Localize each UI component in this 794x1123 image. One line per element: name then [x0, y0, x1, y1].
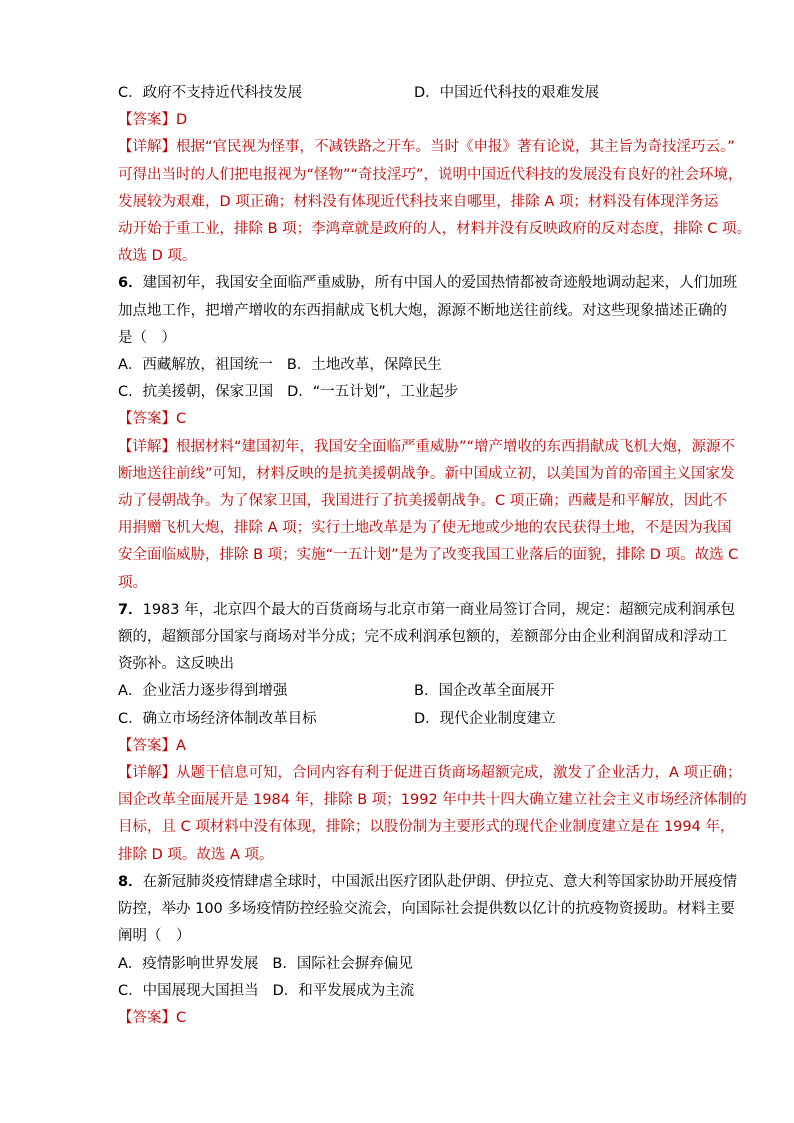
detail-tag: 【详解】	[118, 438, 176, 455]
stem-line: 是（ ）	[118, 329, 176, 346]
stem-line: 额的，超额部分国家与商场对半分成；完不成利润承包额的，差额部分由企业利润留成和浮动工	[118, 629, 727, 646]
q7-detail	[118, 760, 747, 869]
detail-line: 根据材料“建国初年，我国安全面临严重威胁”“增产增收的东西捐献成飞机大炮，源源不	[176, 438, 736, 455]
answer-value: D	[176, 112, 188, 129]
detail-line: 目标，且 C 项材料中没有体现，排除；以股份制为主要形式的现代企业制度建立是在 1994 年，	[118, 819, 735, 836]
stem-line: 防控，举办 100 多场疫情防控经验交流会，向国际社会提供数以亿计的抗疫物资援助。材料主要	[118, 901, 735, 918]
detail-line: 排除 D 项。故选 A 项。	[118, 846, 274, 863]
question-number: 8．	[118, 873, 143, 890]
detail-line: 用捐赠飞机大炮，排除 A 项；实行土地改革是为了使无地或少地的农民获得土地，不是因为我国	[118, 520, 732, 537]
q8-options-row-1	[118, 951, 710, 978]
q5-detail	[118, 134, 752, 270]
q7-option-d: D．现代企业制度建立	[414, 710, 556, 727]
q7-stem	[118, 597, 736, 679]
question-number: 6．	[118, 275, 143, 292]
q5-option-d: D．中国近代科技的艰难发展	[414, 85, 600, 101]
q8-stem	[118, 869, 738, 951]
q6-options-row-1	[118, 352, 710, 379]
q6-answer	[118, 406, 710, 433]
stem-line: 阐明（ ）	[118, 928, 191, 945]
detail-line: 根据“官民视为怪事，不减铁路之开车。当时《申报》著有论说，其主旨为奇技淫巧云。”	[176, 139, 735, 156]
q6-stem	[118, 270, 738, 352]
stem-line: 在新冠肺炎疫情肆虐全球时，中国派出医疗团队赴伊朗、伊拉克、意大利等国家协助开展疫情	[142, 873, 738, 890]
detail-line: 项。	[118, 574, 147, 591]
q8-option-a: A．疫情影响世界发展	[118, 955, 259, 972]
detail-line: 发展较为艰难，D 项正确；材料没有体现近代科技来自哪里，排除 A 项；材料没有体现洋务运	[118, 193, 719, 210]
q7-answer	[118, 733, 710, 760]
q7-option-c: C．确立市场经济体制改革目标	[118, 710, 317, 727]
q6-option-a: A．西藏解放，祖国统一	[118, 357, 273, 374]
answer-tag: 【答案】	[118, 737, 176, 754]
stem-line: 1983 年，北京四个最大的百货商场与北京市第一商业局签订合同，规定：超额完成利润承包	[142, 601, 736, 618]
stem-line: 加点地工作，把增产增收的东西捐献成飞机大炮，源源不断地送往前线。对这些现象描述正确的	[118, 302, 727, 319]
answer-tag: 【答案】	[118, 411, 176, 428]
detail-tag: 【详解】	[118, 139, 176, 156]
detail-tag: 【详解】	[118, 765, 176, 782]
q8-option-d: D．和平发展成为主流	[272, 982, 415, 999]
q5-option-c: C．政府不支持近代科技发展	[118, 85, 303, 101]
q5-answer	[118, 107, 710, 134]
detail-line: 故选 D 项。	[118, 248, 197, 265]
q8-option-c: C．中国展现大国担当	[118, 982, 259, 999]
q8-answer	[118, 1005, 710, 1032]
document-page	[118, 80, 752, 1032]
detail-line: 安全面临威胁，排除 B 项；实施“一五计划”是为了改变我国工业落后的面貌，排除 D 项。故选 C	[118, 547, 739, 564]
answer-tag: 【答案】	[118, 1009, 176, 1026]
detail-line: 动开始于重工业，排除 B 项；李鸿章就是政府的人，材料并没有反映政府的反对态度，排除 C 项。	[118, 221, 752, 238]
q5-options-row	[118, 80, 710, 107]
detail-line: 断地送往前线”可知，材料反映的是抗美援朝战争。新中国成立初，以美国为首的帝国主义国家发	[118, 465, 735, 482]
q8-options-row-2	[118, 978, 710, 1005]
stem-line: 建国初年，我国安全面临严重威胁，所有中国人的爱国热情都被奇迹般地调动起来，人们加班	[142, 275, 738, 292]
q7-option-b: B．国企改革全面展开	[414, 683, 555, 700]
q7-options-row-2	[118, 706, 710, 733]
q6-option-d: D．“一五计划”，工业起步	[287, 384, 459, 401]
question-number: 7．	[118, 601, 143, 618]
detail-line: 动了侵朝战争。为了保家卫国，我国进行了抗美援朝战争。C 项正确；西藏是和平解放，因此不	[118, 493, 728, 510]
q6-detail	[118, 434, 739, 597]
q7-options-row-1	[118, 678, 710, 705]
q7-option-a: A．企业活力逐步得到增强	[118, 683, 288, 700]
answer-tag: 【答案】	[118, 112, 176, 129]
detail-line: 从题干信息可知，合同内容有利于促进百货商场超额完成，激发了企业活力，A 项正确；	[176, 765, 742, 782]
q8-option-b: B．国际社会摒弃偏见	[272, 955, 413, 972]
q6-option-b: B．土地改革，保障民生	[286, 357, 442, 374]
answer-value: C	[176, 411, 187, 428]
detail-line: 国企改革全面展开是 1984 年，排除 B 项；1992 年中共十四大确立建立社会主义市场经济体制的	[118, 792, 747, 809]
q6-options-row-2	[118, 379, 710, 406]
stem-line: 资弥补。这反映出	[118, 656, 234, 673]
answer-value: A	[176, 737, 186, 754]
answer-value: C	[176, 1009, 187, 1026]
detail-line: 可得出当时的人们把电报视为“怪物”“奇技淫巧”，说明中国近代科技的发展没有良好的社会环境，	[118, 166, 743, 183]
q6-option-c: C．抗美援朝，保家卫国	[118, 384, 274, 401]
